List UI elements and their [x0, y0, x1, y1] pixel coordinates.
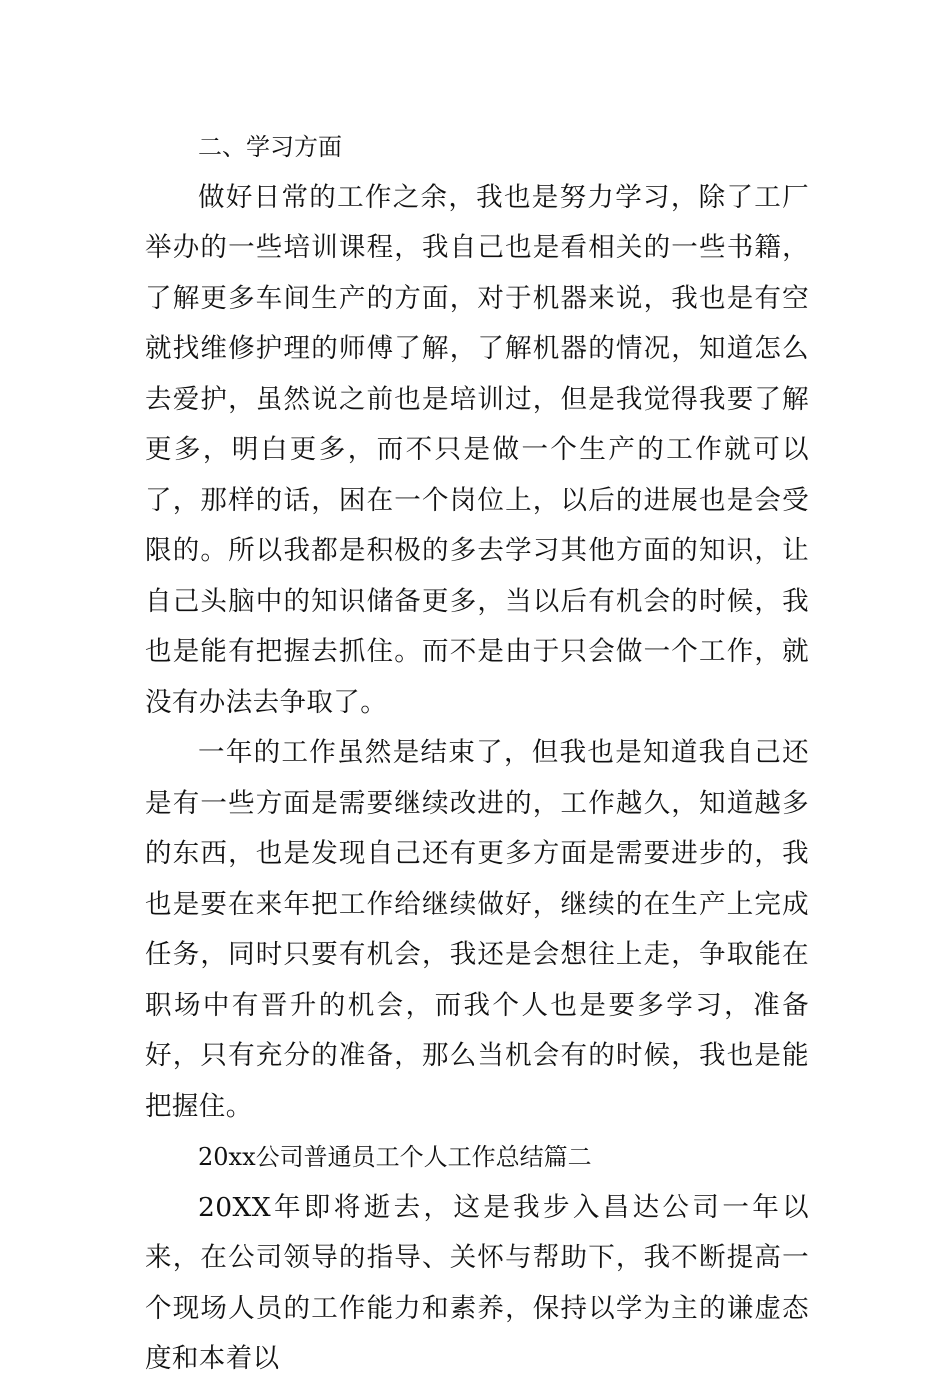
section-heading: 二、学习方面 — [198, 133, 342, 161]
paragraph-intro: 20XX年即将逝去，这是我步入昌达公司一年以来，在公司领导的指导、关怀与帮助下，我不断提高一个现场人员的工作能力和素养，保持以学为主的谦虚态度和本着以 — [145, 1191, 809, 1374]
article-title: 20xx公司普通员工个人工作总结篇二 — [198, 1143, 592, 1171]
paragraph-outlook: 一年的工作虽然是结束了，但我也是知道我自己还是有一些方面是需要继续改进的，工作越久，知道越多的东西，也是发现自己还有更多方面是需要进步的，我也是要在来年把工作给继续做好，继续的在生产上完成任务，同时只要有机会，我还是会想往上走，争取能在职场中有晋升的机会，而我个人也是要多学习，准备好，只有充分的准备，那么当机会有的时候，我也是能把握住。 — [145, 737, 809, 1122]
document-body — [145, 122, 809, 1385]
paragraph-learning: 做好日常的工作之余，我也是努力学习，除了工厂举办的一些培训课程，我自己也是看相关的一些书籍，了解更多车间生产的方面，对于机器来说，我也是有空就找维修护理的师傅了解，了解机器的情况，知道怎么去爱护，虽然说之前也是培训过，但是我觉得我要了解更多，明白更多，而不只是做一个生产的工作就可以了，那样的话，困在一个岗位上，以后的进展也是会受限的。所以我都是积极的多去学习其他方面的知识，让自己头脑中的知识储备更多，当以后有机会的时候，我也是能有把握去抓住。而不是由于只会做一个工作，就没有办法去争取了。 — [145, 181, 809, 718]
